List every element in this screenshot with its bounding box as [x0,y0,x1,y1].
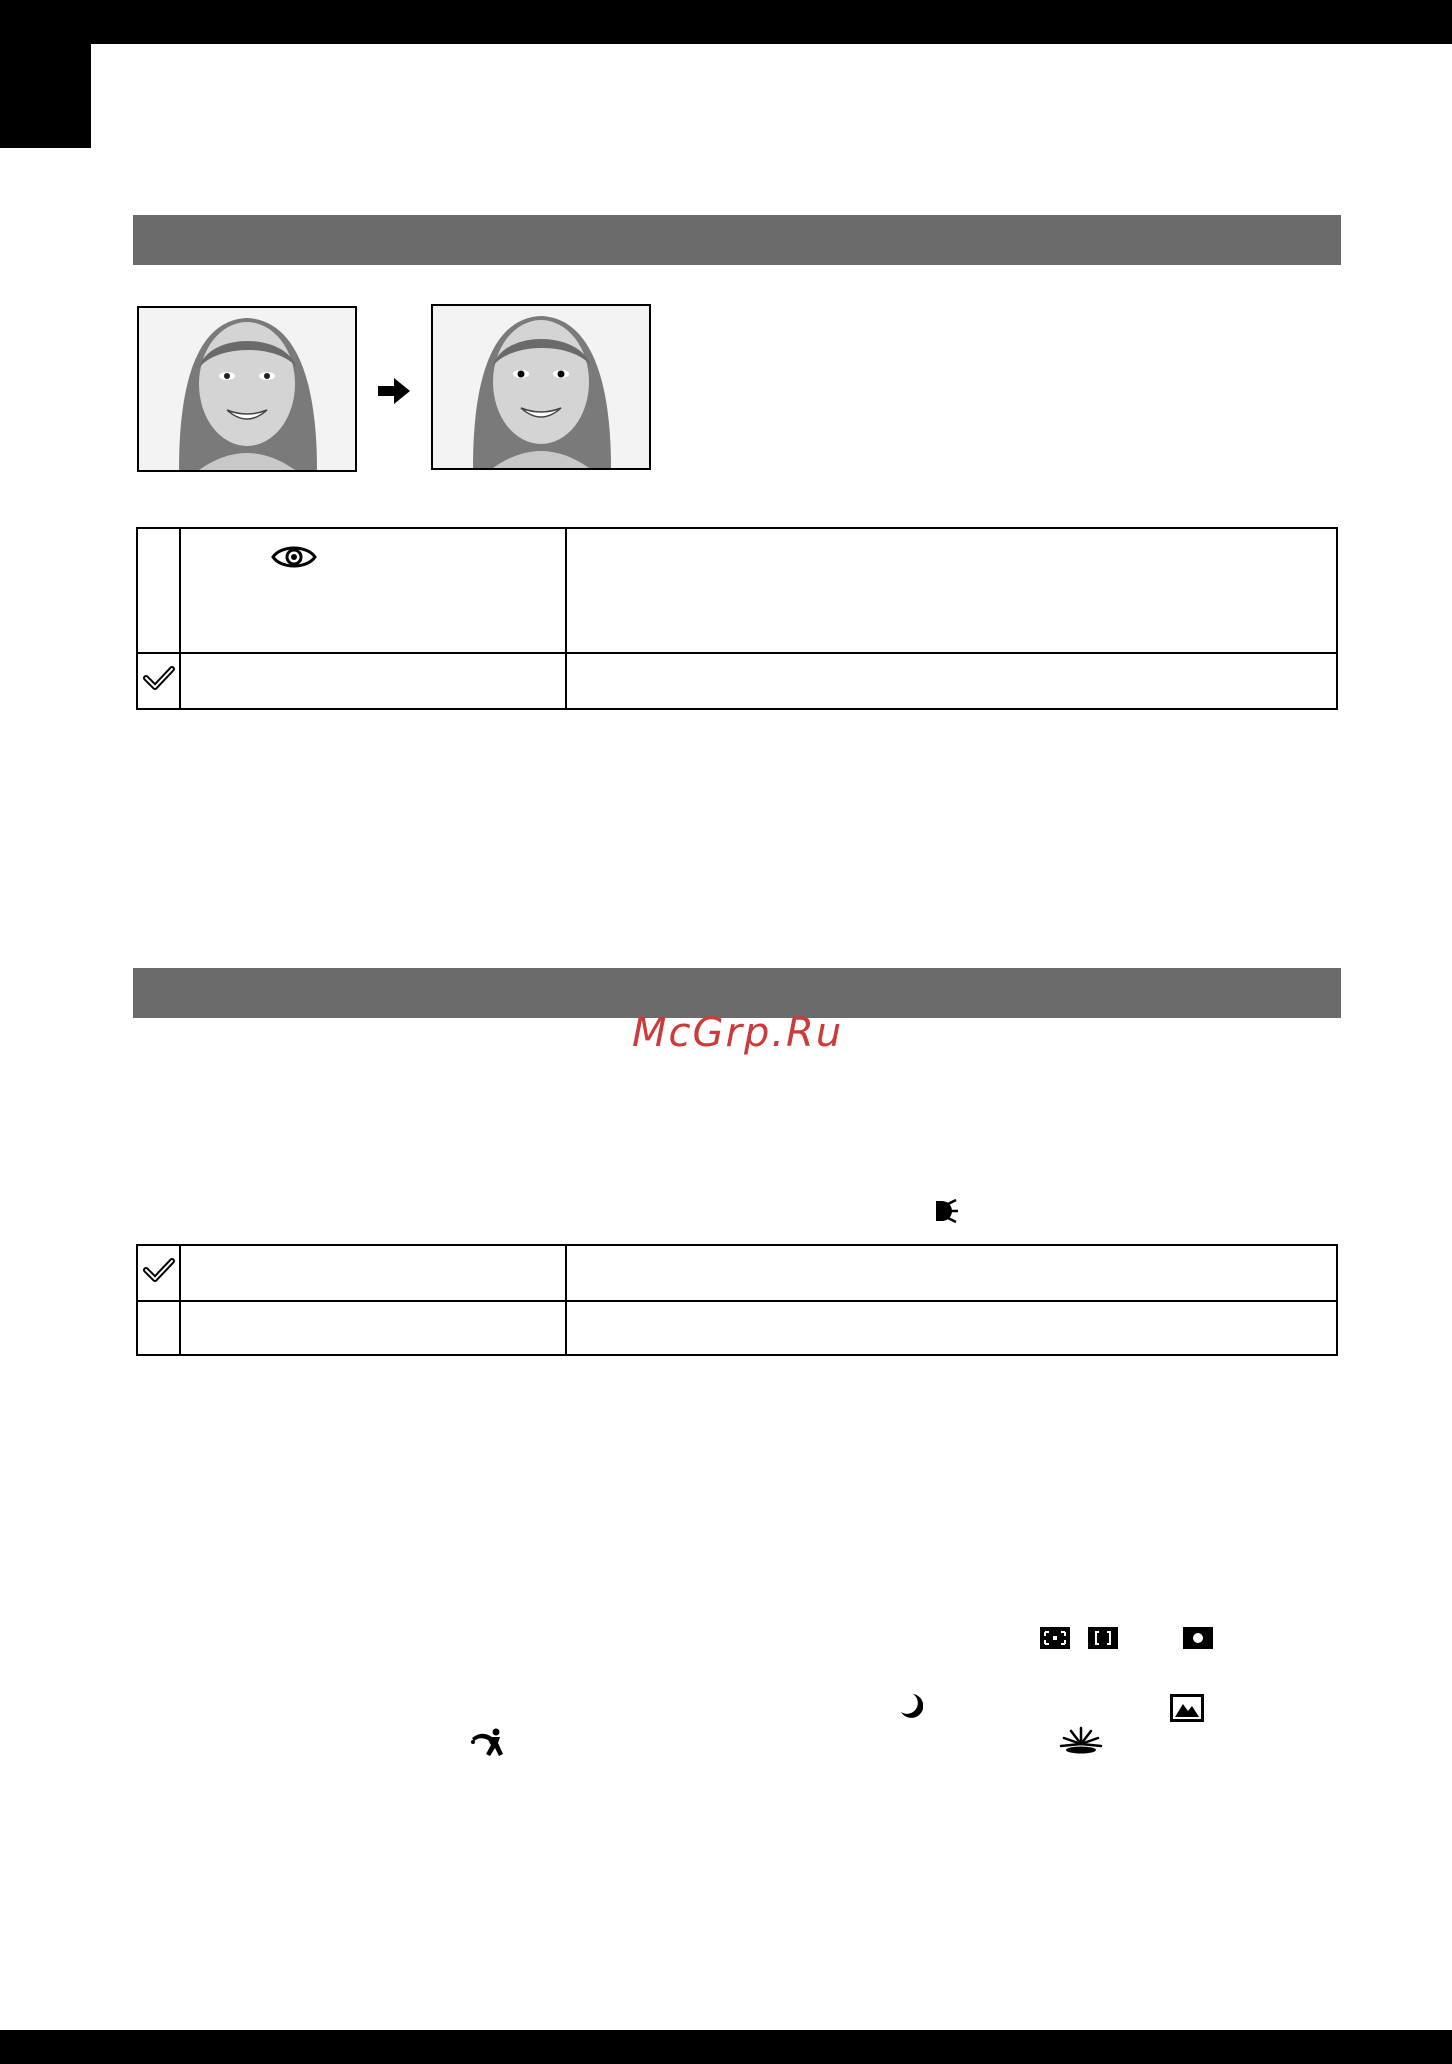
table-row [137,653,1337,709]
option-description-cell [566,653,1337,709]
check-cell [137,653,180,709]
option-label-cell[interactable] [180,1245,566,1301]
spot-meter-icon [1183,1627,1213,1649]
table-row [137,528,1337,653]
option-description-cell [566,528,1337,653]
top-border-bar [0,0,1452,44]
example-photo-before [137,306,357,472]
table-row [137,1301,1337,1355]
check-cell-empty [137,528,180,653]
multi-point-af-icon [1040,1627,1070,1649]
option-label-cell[interactable] [180,653,566,709]
bottom-border-bar [0,2030,1452,2064]
section-header-bar-red-eye [133,215,1341,265]
fireworks-icon [1058,1726,1104,1754]
moon-icon [899,1692,923,1720]
af-illuminator-icon [934,1198,960,1224]
landscape-icon [1170,1694,1204,1722]
option-label-cell[interactable] [180,528,566,653]
check-cell [137,1245,180,1301]
watermark-text: McGrp.Ru [632,1010,844,1056]
example-photo-after [431,304,651,470]
golfer-icon [470,1728,510,1758]
table-row [137,1245,1337,1301]
af-illuminator-options-table [136,1244,1338,1356]
center-af-icon [1088,1627,1118,1649]
checkmark-icon [143,1257,175,1283]
option-description-cell [566,1245,1337,1301]
option-description-cell [566,1301,1337,1355]
arrow-right-icon [378,378,410,404]
check-cell-empty [137,1301,180,1355]
eye-icon [271,543,317,571]
red-eye-options-table [136,527,1338,710]
option-label-cell[interactable] [180,1301,566,1355]
checkmark-icon [143,665,175,691]
page-tab-marker [0,0,91,148]
